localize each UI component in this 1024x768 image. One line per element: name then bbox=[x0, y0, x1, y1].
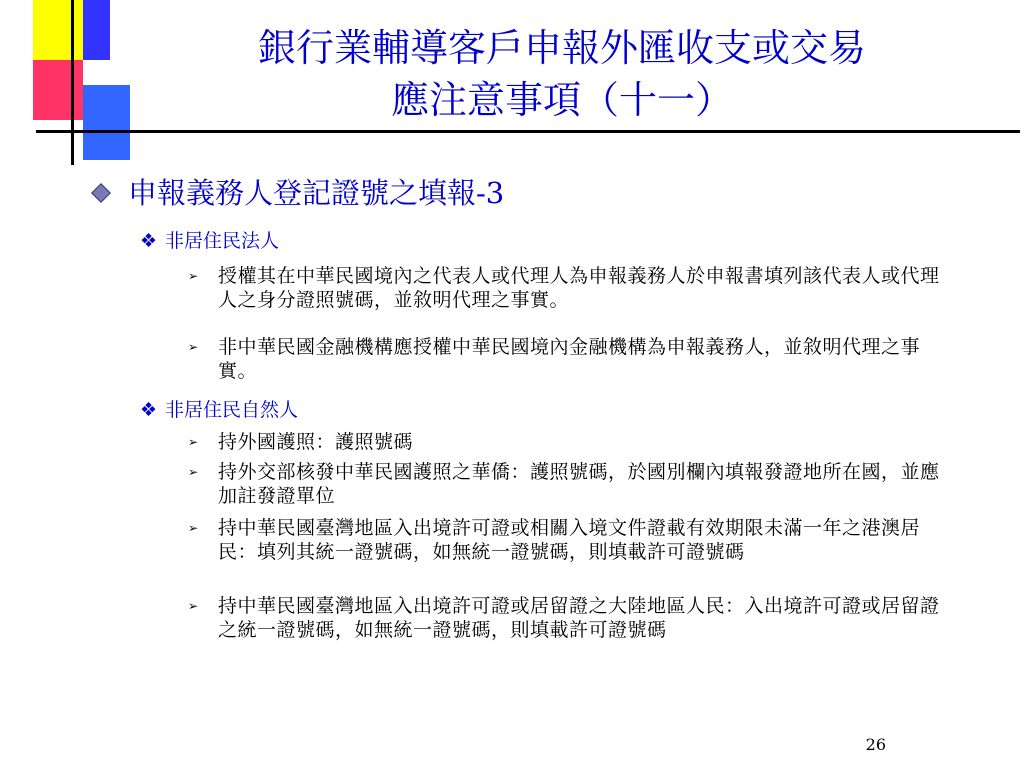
decor-red-square bbox=[33, 60, 83, 120]
list-item bbox=[188, 516, 958, 564]
arrow-bullet-icon: ➢ bbox=[188, 269, 199, 283]
list-item bbox=[188, 335, 958, 383]
main-bullet-text: 申報義務人登記證號之填報-3 bbox=[128, 176, 505, 210]
decor-vertical-line bbox=[71, 0, 74, 165]
page-number: 26 bbox=[865, 735, 886, 754]
title-line-2: 應注意事項（十一） bbox=[390, 78, 733, 122]
four-diamond-bullet-icon: ❖ bbox=[140, 230, 158, 252]
section-label: 非居住民自然人 bbox=[165, 399, 299, 421]
list-item-text: 非中華民國金融機構應授權中華民國境內金融機構為申報義務人，並敘明代理之事實。 bbox=[218, 336, 921, 382]
list-item-text: 持中華民國臺灣地區入出境許可證或居留證之大陸地區人民：入出境許可證或居留證之統一證號碼，如無統一證號碼，則填載許可證號碼 bbox=[218, 595, 940, 641]
decor-blue-strip bbox=[83, 0, 110, 60]
slide-title bbox=[112, 22, 1012, 126]
list-item-text: 持外國護照：護照號碼 bbox=[218, 431, 414, 453]
arrow-bullet-icon: ➢ bbox=[188, 599, 199, 613]
list-item bbox=[188, 594, 958, 642]
list-item-text: 持中華民國臺灣地區入出境許可證或相關入境文件證載有效期限未滿一年之港澳居民：填列其統一證號碼，如無統一證號碼，則填載許可證號碼 bbox=[218, 517, 921, 563]
list-item bbox=[188, 430, 958, 454]
list-item-text: 授權其在中華民國境內之代表人或代理人為申報義務人於申報書填列該代表人或代理人之身分證照號碼，並敘明代理之事實。 bbox=[218, 265, 940, 311]
arrow-bullet-icon: ➢ bbox=[188, 521, 199, 535]
section-non-resident-legal-person bbox=[140, 228, 279, 254]
four-diamond-bullet-icon: ❖ bbox=[140, 399, 158, 421]
list-item bbox=[188, 264, 958, 312]
arrow-bullet-icon: ➢ bbox=[188, 435, 199, 449]
list-item-text: 持外交部核發中華民國護照之華僑：護照號碼，於國別欄內填報發證地所在國，並應加註發證單位 bbox=[218, 461, 940, 507]
title-line-1: 銀行業輔導客戶申報外匯收支或交易 bbox=[257, 26, 866, 70]
decor-yellow-square bbox=[33, 0, 83, 60]
section-non-resident-natural-person bbox=[140, 397, 298, 423]
section-label: 非居住民法人 bbox=[165, 230, 280, 252]
arrow-bullet-icon: ➢ bbox=[188, 465, 199, 479]
arrow-bullet-icon: ➢ bbox=[188, 340, 199, 354]
diamond-bullet-icon bbox=[91, 183, 111, 203]
main-bullet bbox=[88, 175, 504, 211]
list-item bbox=[188, 460, 958, 508]
title-underline bbox=[36, 130, 1020, 133]
